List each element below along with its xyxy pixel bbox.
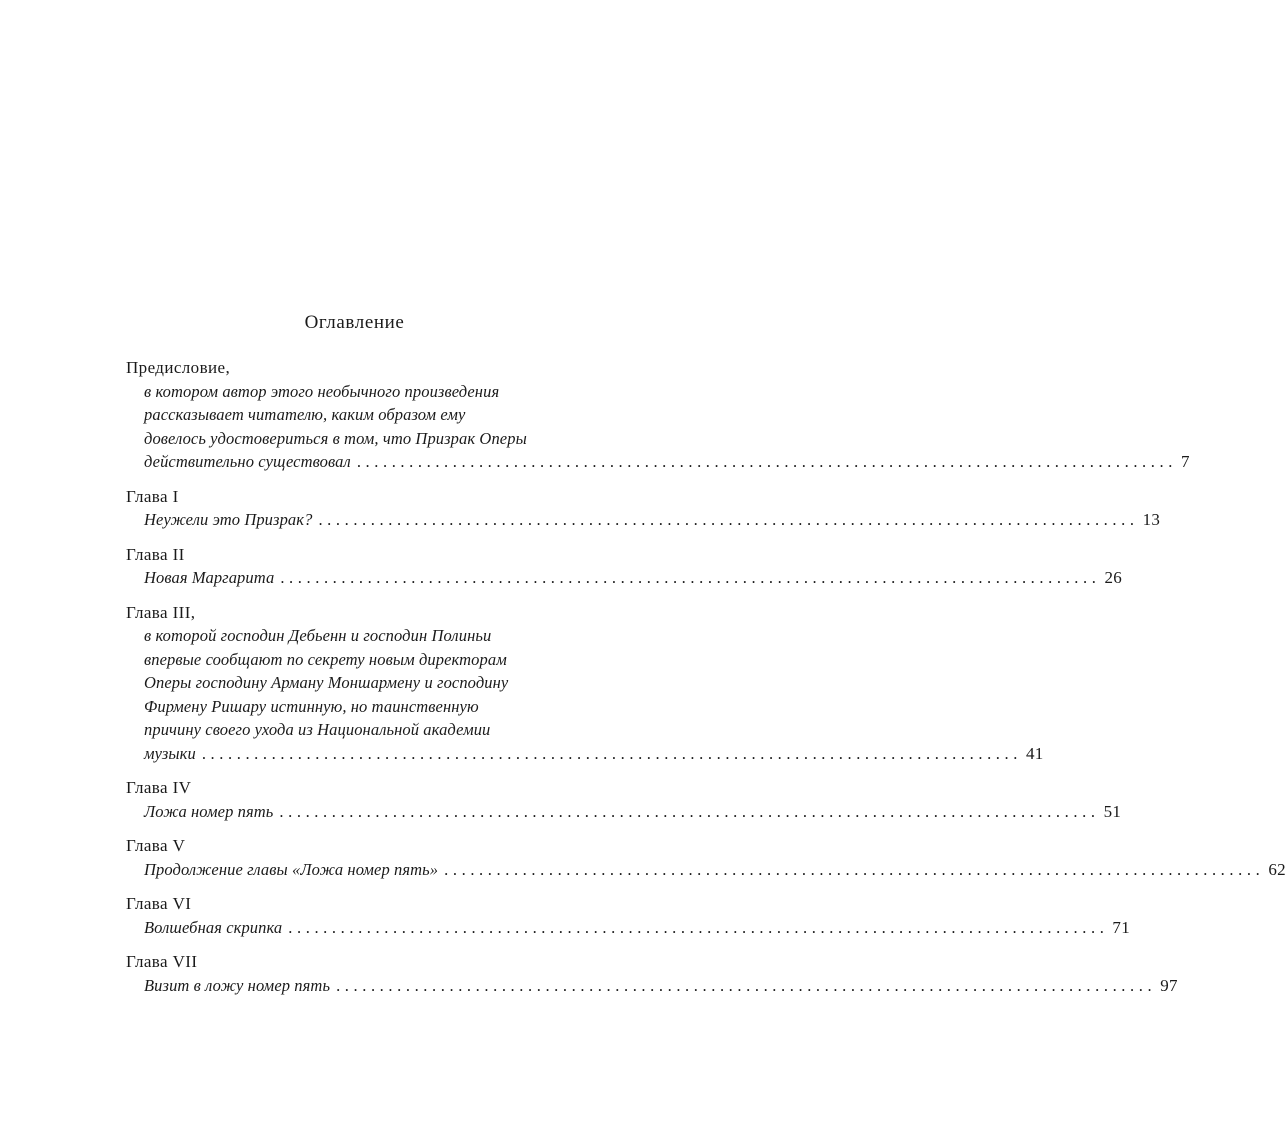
entry-text: действительно существовал [144, 452, 351, 471]
entry-heading: Предисловие, [126, 358, 231, 377]
toc-entry-chapter-2 [126, 543, 1123, 590]
description-last-line [144, 508, 1161, 532]
dot-leader: .............................................................................................. [288, 917, 1109, 937]
page-title: Оглавление [304, 312, 405, 333]
description-line: довелось удостовериться в том, что Призрак Оперы [144, 428, 527, 448]
entry-description [126, 974, 1178, 998]
entry-text: Новая Маргарита [144, 568, 275, 587]
entry-heading: Глава VI [126, 894, 192, 913]
entry-heading: Глава III, [126, 602, 196, 622]
toc-entry-preface [126, 356, 1190, 474]
description-line: рассказывает читателю, каким образом ему [144, 405, 466, 424]
entry-heading: Глава IV [126, 778, 192, 797]
description-last-line [144, 742, 1044, 766]
description-last-line [144, 566, 1123, 590]
description-last-line [144, 800, 1122, 824]
page-number: 71 [1112, 917, 1131, 937]
page-number: 13 [1142, 510, 1161, 529]
description-last-line [144, 858, 1286, 882]
entry-text: музыки [144, 743, 196, 763]
toc-entry-chapter-5 [126, 834, 1286, 881]
entry-text: Ложа номер пять [144, 801, 274, 821]
entry-description [126, 566, 1123, 590]
entry-heading: Глава II [126, 544, 185, 564]
description-last-line [144, 974, 1178, 998]
page-number: 7 [1180, 452, 1190, 471]
entry-heading: Глава VII [126, 952, 198, 971]
entry-text: Продолжение главы «Ложа номер пять» [144, 859, 439, 879]
toc-entry-chapter-1 [126, 485, 1161, 532]
entry-heading: Глава I [126, 486, 179, 506]
description-last-line [144, 916, 1131, 940]
page-number: 41 [1025, 743, 1044, 763]
dot-leader: .............................................................................................. [356, 452, 1177, 471]
entry-description [126, 380, 1190, 474]
page-number: 62 [1268, 859, 1286, 879]
description-line: в которой господин Дебьенн и господин Полиньи [144, 626, 492, 645]
dot-leader: .............................................................................................. [279, 801, 1100, 821]
description-line: впервые сообщают по секрету новым директорам [144, 649, 507, 669]
entry-heading: Глава V [126, 836, 186, 855]
description-line: причину своего ухода из Национальной академии [144, 720, 491, 739]
table-of-contents [126, 356, 1286, 1008]
toc-entry-chapter-3 [126, 601, 1044, 766]
dot-leader: .............................................................................................. [318, 510, 1139, 529]
entry-text: Неужели это Призрак? [144, 510, 313, 529]
entry-text: Волшебная скрипка [144, 917, 283, 937]
description-line: Фирмену Ришару истинную, но таинственную [144, 696, 479, 716]
page-number: 26 [1104, 568, 1123, 587]
dot-leader: .............................................................................................. [280, 568, 1101, 587]
dot-leader: .............................................................................................. [336, 975, 1157, 995]
entry-text: Визит в ложу номер пять [144, 975, 331, 995]
toc-entry-chapter-6 [126, 892, 1131, 939]
dot-leader: .............................................................................................. [444, 859, 1265, 879]
description-last-line [144, 450, 1190, 474]
page-number: 51 [1103, 801, 1122, 821]
entry-description [126, 800, 1122, 824]
page-number: 97 [1160, 975, 1178, 995]
description-line: Оперы господину Арману Моншармену и господину [144, 673, 509, 692]
entry-description [126, 916, 1131, 940]
toc-entry-chapter-4 [126, 776, 1122, 823]
toc-entry-chapter-7 [126, 950, 1178, 997]
entry-description [126, 858, 1286, 882]
entry-description [126, 624, 1044, 765]
description-line: в котором автор этого необычного произведения [144, 381, 500, 401]
entry-description [126, 508, 1161, 532]
dot-leader: .............................................................................................. [201, 743, 1022, 763]
